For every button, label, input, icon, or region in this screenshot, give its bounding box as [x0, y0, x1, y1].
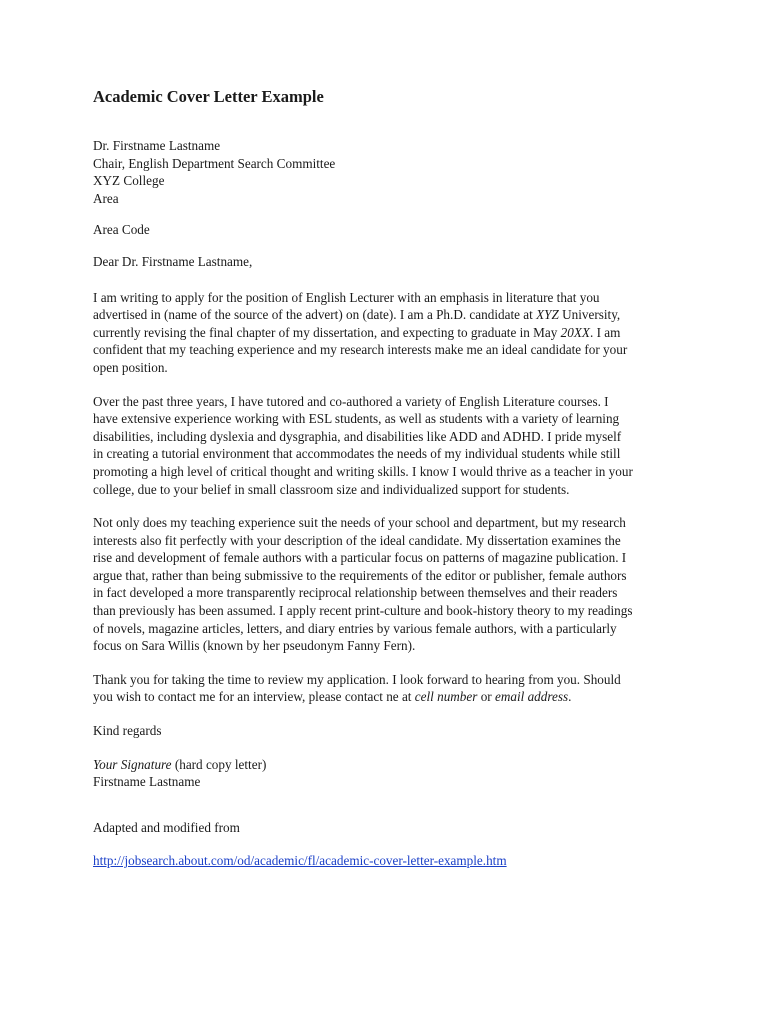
paragraph-1	[93, 289, 693, 377]
signature-line: Your Signature (hard copy letter)	[93, 756, 267, 772]
paragraph-line: confident that my teaching experience and my research interests make me an ideal candidate for your	[93, 342, 628, 358]
university-placeholder: XYZ	[536, 307, 559, 323]
paragraph-line: I am writing to apply for the position of English Lecturer with an emphasis in literature that you	[93, 289, 600, 305]
paragraph-line: of novels, magazine articles, letters, and diary entries by various female authors, with a particularly	[93, 620, 617, 636]
source-link-row	[93, 852, 693, 870]
paragraph-line: promoting a high level of critical thought and writing skills. I know I would thrive as a teacher in your	[93, 463, 633, 479]
recipient-position: Chair, English Department Search Committee	[93, 155, 336, 171]
year-placeholder: 20XX	[560, 324, 590, 340]
paragraph-line: in creating a tutorial environment that accommodates the needs of my individual students while still	[93, 446, 621, 462]
source-link[interactable]: http://jobsearch.about.com/od/academic/fl/academic-cover-letter-example.htm	[93, 853, 507, 869]
recipient-area: Area	[93, 190, 119, 206]
recipient-institution: XYZ College	[93, 173, 165, 189]
paragraph-line: Over the past three years, I have tutored and co-authored a variety of English Literature courses. I	[93, 393, 609, 409]
source-label: Adapted and modified from	[93, 819, 240, 835]
signer-name: Firstname Lastname	[93, 774, 201, 790]
letter-page	[93, 86, 693, 870]
closing: Kind regards	[93, 723, 162, 739]
signature-placeholder: Your Signature	[93, 756, 172, 772]
paragraph-line: argue that, rather than being submissive to the requirements of the editor or publisher, female authors	[93, 567, 627, 583]
paragraph-line: in fact developed a more transparently reciprocal relationship between themselves and their readers	[93, 585, 618, 601]
paragraph-line: rise and development of female authors with a particular focus on patterns of magazine publication. I	[93, 550, 627, 566]
signature-block	[93, 756, 693, 791]
paragraph-line: focus on Sara Willis (known by her pseudonym Fanny Fern).	[93, 638, 416, 654]
paragraph-line: open position.	[93, 359, 168, 375]
paragraph-line: college, due to your belief in small classroom size and individualized support for students.	[93, 481, 570, 497]
paragraph-3	[93, 514, 693, 655]
paragraph-line: have extensive experience working with ESL students, as well as students with a variety of learning	[93, 411, 620, 427]
paragraph-4	[93, 671, 693, 706]
cell-number-placeholder: cell number	[414, 689, 478, 705]
email-placeholder: email address	[494, 689, 569, 705]
paragraph-line: currently revising the final chapter of my dissertation, and expecting to graduate in May 20XX. I am	[93, 324, 621, 340]
paragraph-line: disabilities, including dyslexia and dysgraphia, and disabilities like ADD and ADHD. I pride myself	[93, 428, 622, 444]
recipient-area-code: Area Code	[93, 222, 150, 238]
paragraph-line: Thank you for taking the time to review my application. I look forward to hearing from you. Should	[93, 671, 621, 687]
document-title: Academic Cover Letter Example	[93, 87, 324, 106]
salutation: Dear Dr. Firstname Lastname,	[93, 253, 253, 269]
recipient-name: Dr. Firstname Lastname	[93, 138, 221, 153]
paragraph-line: Not only does my teaching experience suit the needs of your school and department, but my research	[93, 515, 626, 531]
paragraph-line: interests also fit perfectly with your description of the ideal candidate. My dissertation examines the	[93, 532, 621, 548]
paragraph-line: you wish to contact me for an interview, please contact ne at cell number or email address.	[93, 689, 572, 705]
recipient-block	[93, 137, 693, 239]
paragraph-line: advertised in (name of the source of the advert) on (date). I am a Ph.D. candidate at XYZ University,	[93, 307, 621, 323]
paragraph-line: than previously has been assumed. I apply recent print-culture and book-history theory to my readings	[93, 603, 633, 619]
paragraph-2	[93, 393, 693, 499]
